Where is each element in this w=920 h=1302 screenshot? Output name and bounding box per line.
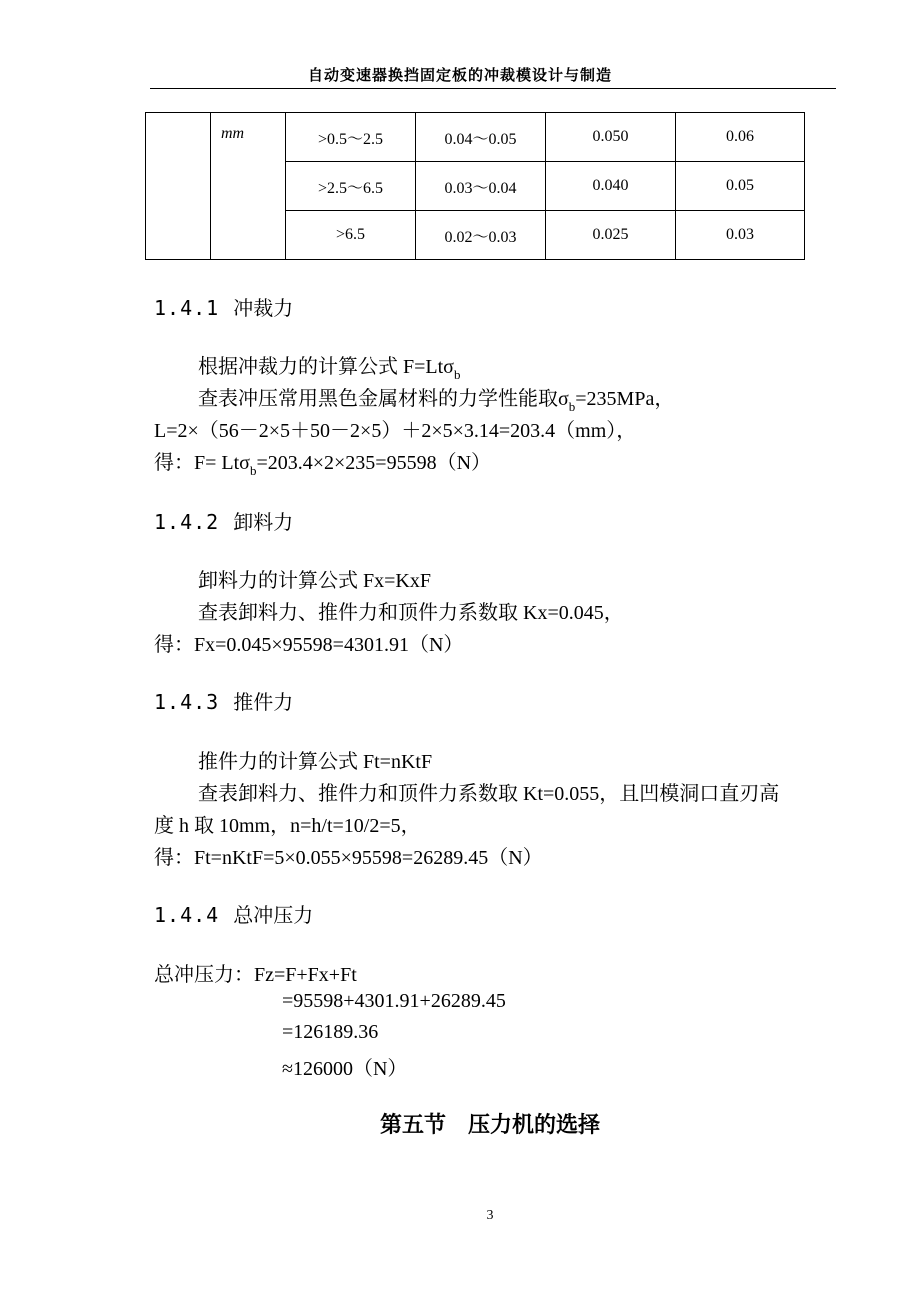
section-number: 1.4.3: [154, 690, 220, 714]
subscript: b: [249, 463, 257, 478]
running-header-title: 自动变速器换挡固定板的冲裁模设计与制造: [307, 66, 612, 84]
paragraph-line: 得：Ft=nKtF=5×0.055×95598=26289.45（N）: [154, 847, 543, 869]
subscript: b: [453, 367, 461, 382]
paragraph-line: [198, 382, 675, 414]
text: =235MPa，: [575, 388, 675, 410]
table-cell: >6.5: [286, 211, 416, 260]
paragraph-line: 得：Fx=0.045×95598=4301.91（N）: [154, 634, 464, 656]
table-cell: 0.03～0.04: [416, 162, 546, 211]
table-cell: 0.040: [546, 162, 676, 211]
subscript: b: [568, 399, 576, 414]
table-cell: 0.06: [676, 113, 805, 162]
table-cell: 0.03: [676, 211, 805, 260]
text: 得：F= Ltσ: [154, 452, 250, 474]
formula-line: ≈126000（N）: [282, 1058, 408, 1080]
section-number: 1.4.1: [154, 296, 220, 320]
paragraph-line: 度 h 取 10mm，n=h/t=10/2=5，: [154, 815, 421, 837]
table-cell-empty: [146, 113, 211, 260]
paragraph-line: L=2×（56－2×5＋50－2×5）＋2×5×3.14=203.4（mm），: [154, 420, 637, 442]
table-cell: 0.025: [546, 211, 676, 260]
text: =203.4×2×235=95598（N）: [256, 452, 492, 474]
table-cell: >2.5～6.5: [286, 162, 416, 211]
section-title: 冲裁力: [233, 296, 294, 320]
paragraph-line: 推件力的计算公式 Ft=nKtF: [198, 751, 433, 773]
section-heading-1-4-2: [154, 506, 293, 535]
section-title: 总冲压力: [233, 903, 314, 927]
paragraph-line: 查表卸料力、推件力和顶件力系数取 Kt=0.055，且凹模洞口直刃高: [198, 783, 780, 805]
paragraph-line: [154, 446, 492, 478]
clearance-table: [145, 112, 805, 260]
table-cell: 0.04～0.05: [416, 113, 546, 162]
paragraph-line: 卸料力的计算公式 Fx=KxF: [198, 570, 431, 592]
header-rule: [150, 88, 836, 89]
table-row: [146, 113, 805, 162]
section-heading-1-4-3: [154, 686, 293, 715]
table-cell: 0.02～0.03: [416, 211, 546, 260]
paragraph-line: [198, 350, 461, 382]
paragraph-line: 查表卸料力、推件力和顶件力系数取 Kx=0.045，: [198, 602, 624, 624]
formula-line: =126189.36: [282, 1021, 379, 1043]
formula-line: =95598+4301.91+26289.45: [282, 990, 506, 1012]
text: 根据冲裁力的计算公式 F=Ltσ: [198, 356, 454, 378]
table-cell-unit: mm: [211, 113, 286, 260]
text: 查表冲压常用黑色金属材料的力学性能取σ: [198, 388, 569, 410]
table-cell: 0.050: [546, 113, 676, 162]
formula-line: 总冲压力：Fz=F+Fx+Ft: [154, 964, 357, 986]
section-heading-1-4-4: [154, 899, 313, 928]
section-5-heading: 第五节 压力机的选择: [379, 1113, 600, 1138]
table-cell: >0.5～2.5: [286, 113, 416, 162]
section-number: 1.4.4: [154, 903, 220, 927]
section-number: 1.4.2: [154, 510, 220, 534]
page-number: 3: [486, 1208, 494, 1223]
section-title: 推件力: [233, 690, 294, 714]
table-cell: 0.05: [676, 162, 805, 211]
section-heading-1-4-1: [154, 292, 293, 321]
section-title: 卸料力: [233, 510, 294, 534]
